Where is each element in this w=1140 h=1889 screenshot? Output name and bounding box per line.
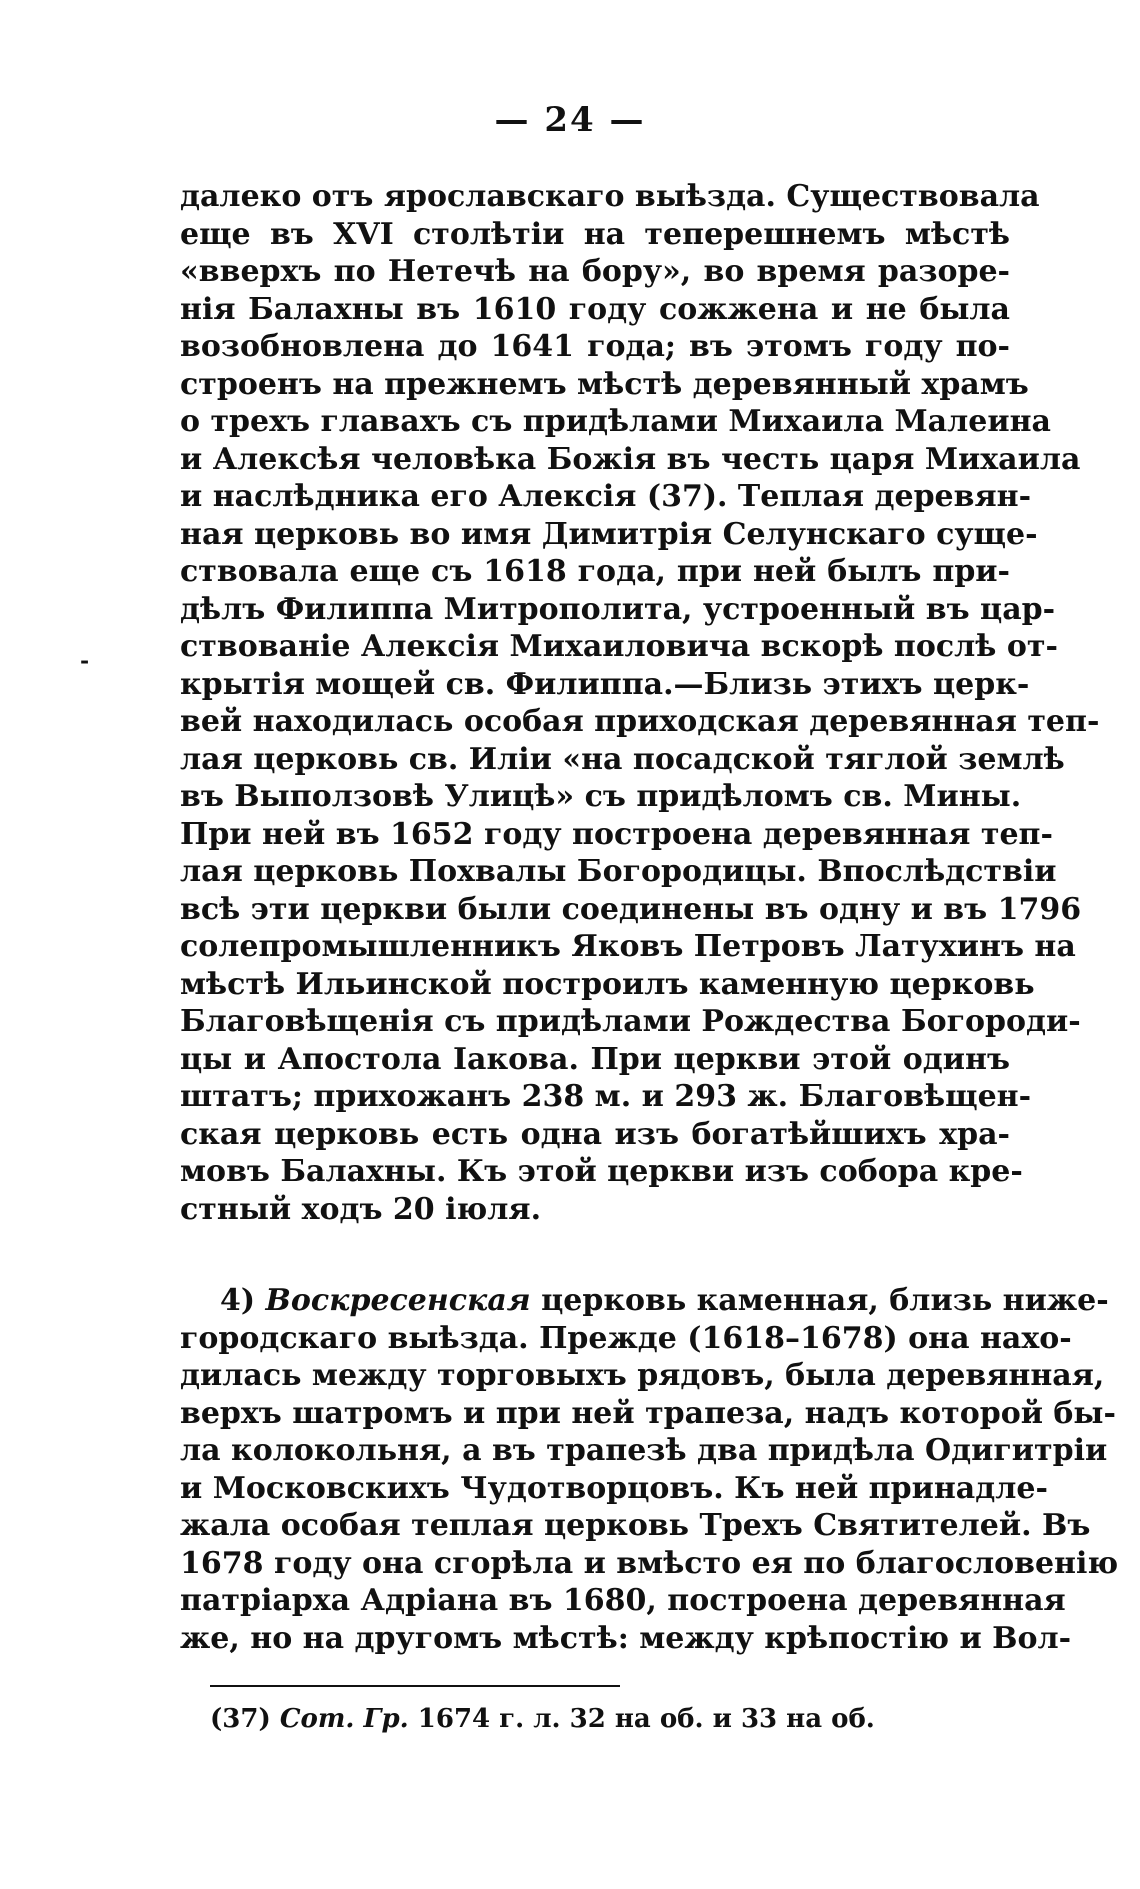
text-line: и наслѣдника его Алексія (37). Теплая деревян- xyxy=(180,479,1032,514)
text-line: далеко отъ ярославскаго выѣзда. Существовала xyxy=(180,179,1040,214)
church-name: Воскресенская xyxy=(265,1283,531,1318)
text-line: городскаго выѣзда. Прежде (1618–1678) она нахо- xyxy=(180,1320,1072,1356)
paragraph-1 xyxy=(180,178,1100,1228)
text-line: жала особая теплая церковь Трехъ Святителей. Въ xyxy=(180,1508,1091,1543)
footnote-source: Сот. Гр. xyxy=(279,1704,409,1734)
text-line: нія Балахны въ 1610 году сожжена и не была xyxy=(180,291,1010,327)
paragraph-number: 4) xyxy=(220,1283,256,1318)
text-line: лая церковь Похвалы Богородицы. Впослѣдствіи xyxy=(180,854,1057,889)
text-line: же, но на другомъ мѣстѣ: между крѣпостію и Вол- xyxy=(180,1620,1072,1656)
text-line: мовъ Балахны. Къ этой церкви изъ собора кре- xyxy=(180,1154,1023,1189)
text-line: 1678 году она сгорѣла и вмѣсто ея по благословенію xyxy=(180,1545,1119,1581)
text-line: патріарха Адріана въ 1680, построена деревянная xyxy=(180,1583,1066,1618)
text-line: верхъ шатромъ и при ней трапеза, надъ которой бы- xyxy=(180,1395,1116,1431)
first-line-rest: церковь каменная, близь ниже- xyxy=(541,1283,1109,1318)
text-line: дѣлъ Филиппа Митрополита, устроенный въ цар- xyxy=(180,591,1056,627)
text-line: возобновлена до 1641 года; въ этомъ году по- xyxy=(180,329,1010,364)
page-number: — 24 — xyxy=(494,100,646,140)
margin-mark: - xyxy=(80,648,90,674)
footnote-divider xyxy=(210,1685,620,1687)
text-line: строенъ на прежнемъ мѣстѣ деревянный храмъ xyxy=(180,366,1029,402)
text-line: стный ходъ 20 іюля. xyxy=(180,1191,542,1227)
text-line: мѣстѣ Ильинской построилъ каменную церковь xyxy=(180,966,1035,1002)
paragraph-2-first-line xyxy=(180,1282,1109,1320)
text-line: штатъ; прихожанъ 238 м. и 293 ж. Благовѣщен- xyxy=(180,1079,1032,1114)
footnote-marker: (37) xyxy=(210,1704,271,1734)
text-line: крытія мощей св. Филиппа.—Близь этихъ церк- xyxy=(180,666,1030,702)
text-line: цы и Апостола Іакова. При церкви этой одинъ xyxy=(180,1041,1010,1077)
text-line: ствовала еще съ 1618 года, при ней былъ при- xyxy=(180,554,1010,589)
text-line: солепромышленникъ Яковъ Петровъ Латухинъ на xyxy=(180,929,1076,964)
text-line: ская церковь есть одна изъ богатѣйшихъ хра- xyxy=(180,1116,1010,1152)
text-line: дилась между торговыхъ рядовъ, была деревянная, xyxy=(180,1358,1105,1393)
text-line: о трехъ главахъ съ придѣлами Михаила Малеина xyxy=(180,404,1051,439)
text-line: лая церковь св. Иліи «на посадской тяглой землѣ xyxy=(180,741,1065,777)
text-line: Благовѣщенія съ придѣлами Рождества Богороди- xyxy=(180,1004,1081,1039)
text-line: ла колокольня, а въ трапезѣ два придѣла Одигитріи xyxy=(180,1433,1108,1468)
paragraph-2 xyxy=(180,1282,1119,1657)
text-line: ствованіе Алексія Михаиловича вскорѣ послѣ от- xyxy=(180,629,1058,664)
footnote xyxy=(210,1702,875,1736)
text-line: ная церковь во имя Димитрія Селунскаго суще- xyxy=(180,516,1038,552)
text-line: вей находилась особая приходская деревянная теп- xyxy=(180,704,1100,739)
text-line: При ней въ 1652 году построена деревянная теп- xyxy=(180,816,1053,852)
text-line: всѣ эти церкви были соединены въ одну и въ 1796 xyxy=(180,891,1082,927)
text-line: и Московскихъ Чудотворцовъ. Къ ней принадле- xyxy=(180,1470,1048,1506)
text-line: и Алексѣя человѣка Божія въ честь царя Михаила xyxy=(180,441,1081,477)
footnote-text: 1674 г. л. 32 на об. и 33 на об. xyxy=(417,1704,875,1734)
text-line: «вверхъ по Нетечѣ на бору», во время разоре- xyxy=(180,254,1010,289)
text-line: еще въ XVI столѣтіи на теперешнемъ мѣстѣ xyxy=(180,216,1010,252)
text-line: въ Выползовѣ Улицѣ» съ придѣломъ св. Мины. xyxy=(180,779,1022,814)
